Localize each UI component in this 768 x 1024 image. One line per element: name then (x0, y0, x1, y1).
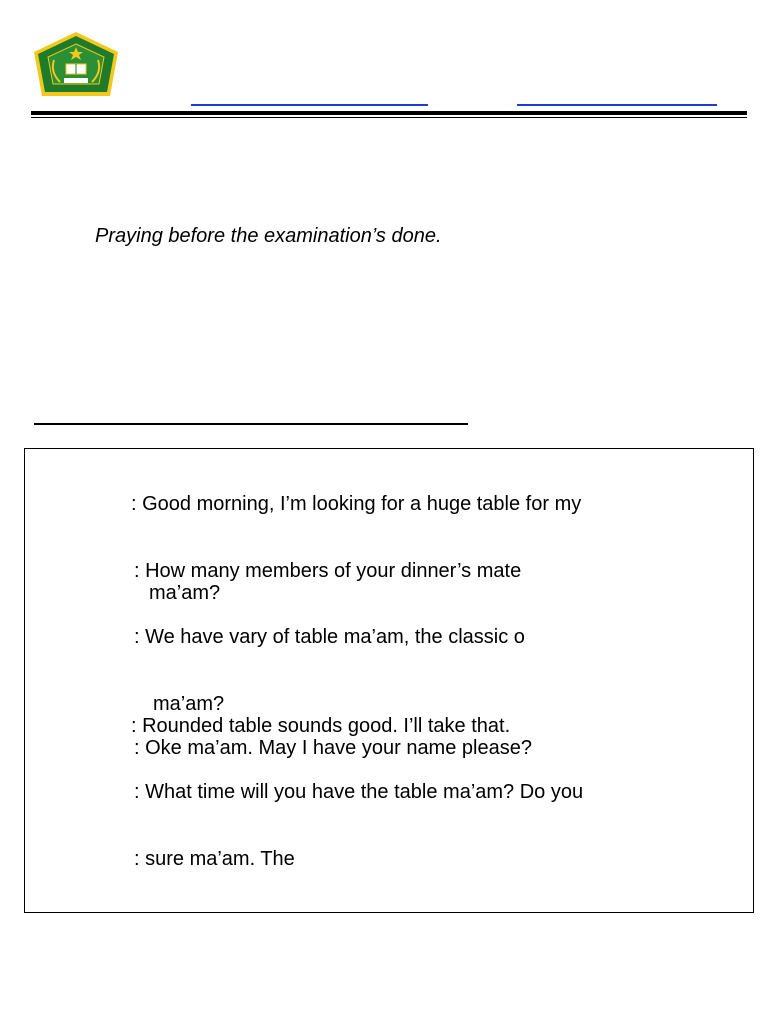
dialogue-line: : Good morning, I’m looking for a huge table for my (131, 493, 582, 515)
header-divider-thin (31, 117, 747, 118)
dialogue-line: : What time will you have the table ma’am? Do you (134, 781, 584, 803)
header-link-1[interactable] (191, 104, 428, 106)
header-link-2[interactable] (517, 104, 717, 106)
section-title-underline (34, 423, 468, 425)
dialogue-line: : We have vary of table ma’am, the classic o (134, 626, 525, 648)
dialogue-line: ma’am? (153, 693, 225, 715)
dialogue-line: : Rounded table sounds good. I’ll take that. (131, 715, 511, 737)
dialogue-box (24, 448, 754, 913)
dialogue-line: : Oke ma’am. May I have your name please? (134, 737, 532, 759)
dialogue-line: ma’am? (149, 582, 221, 604)
dialogue-line: : How many members of your dinner’s mate (134, 560, 522, 582)
dialogue-line: : sure ma’am. The (134, 848, 295, 870)
header-divider-thick (31, 111, 747, 115)
kemenag-emblem-icon (30, 30, 122, 98)
praying-sentence: Praying before the examination’s done. (95, 225, 442, 247)
